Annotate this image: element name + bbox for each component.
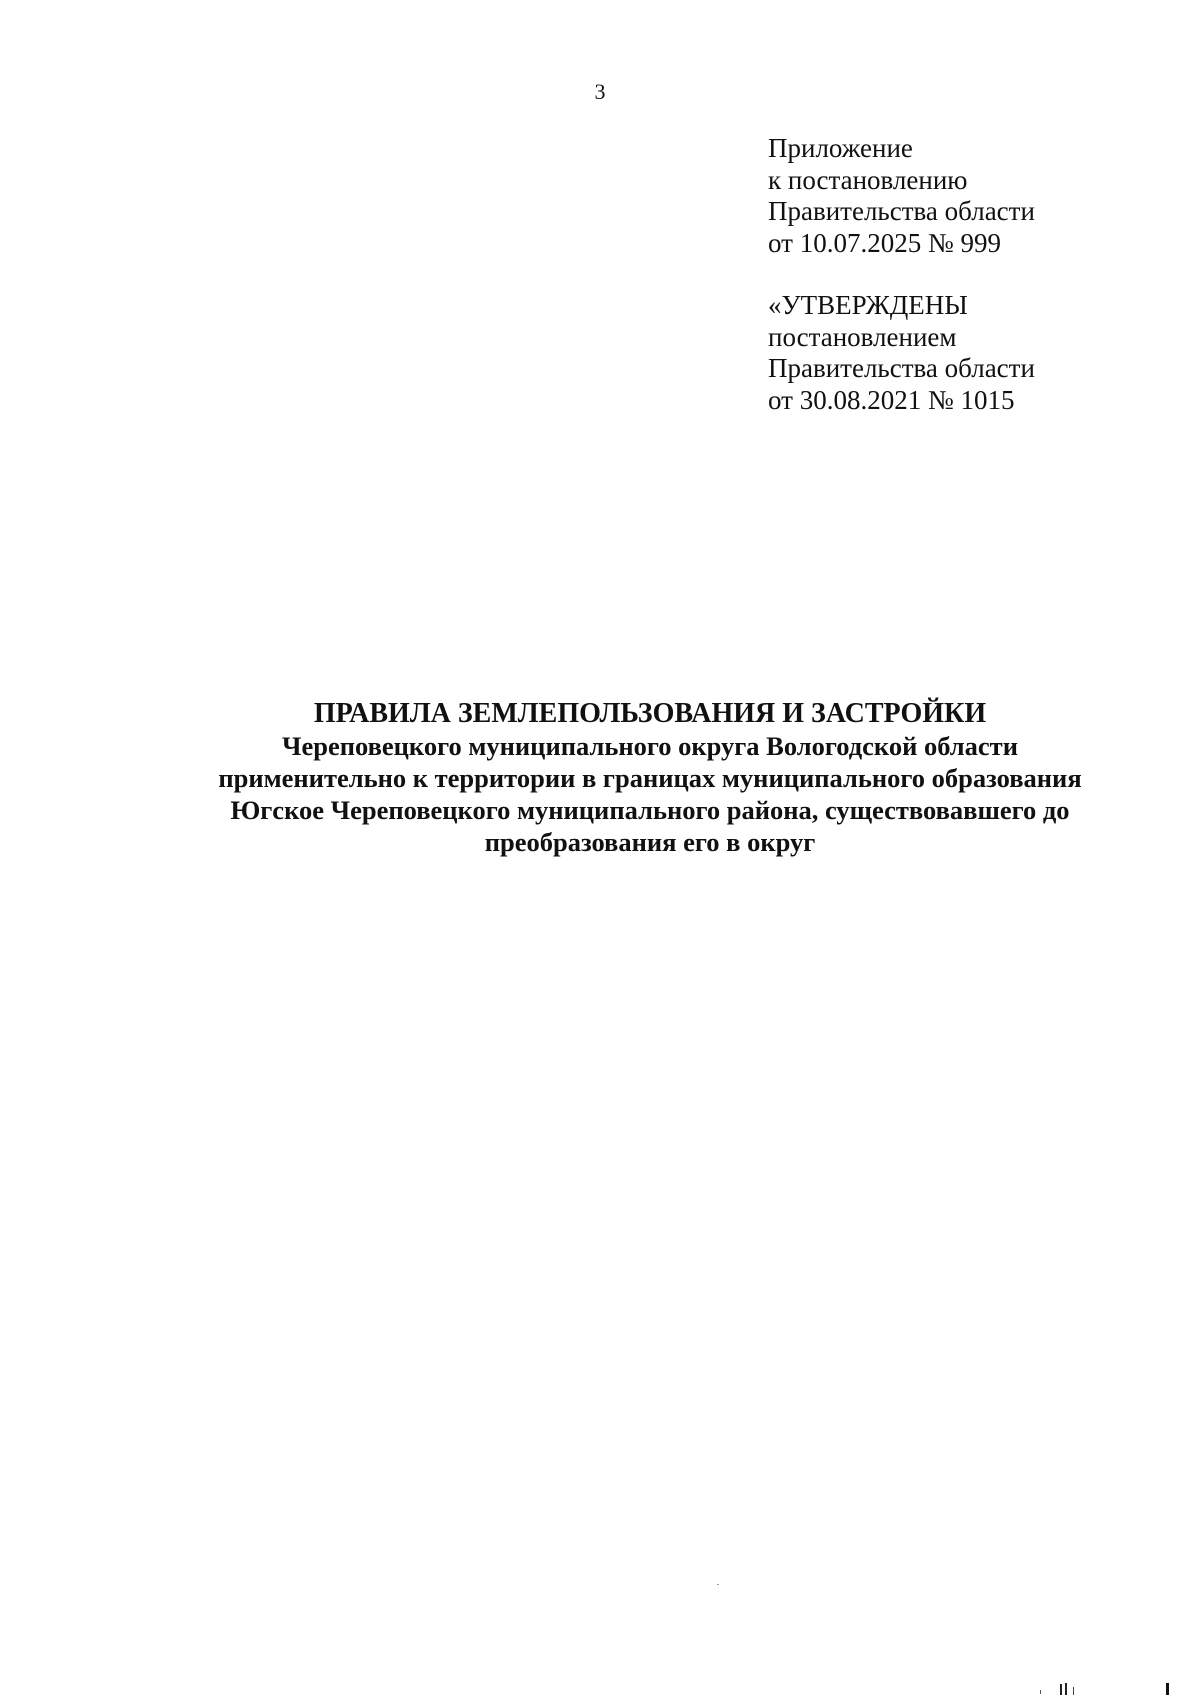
- approval-line: постановлением: [768, 321, 957, 352]
- approval-reference: [768, 290, 1168, 416]
- title-line: Югское Череповецкого муниципального района, существовавшего до: [230, 795, 1070, 825]
- scan-artifact: [717, 1584, 719, 1585]
- approval-line: от 30.08.2021 № 1015: [768, 384, 1015, 415]
- title-heading: ПРАВИЛА ЗЕМЛЕПОЛЬЗОВАНИЯ И ЗАСТРОЙКИ: [313, 698, 987, 729]
- page-number: 3: [594, 79, 606, 104]
- appendix-line: к постановлению: [768, 164, 968, 195]
- document-title: [100, 698, 1200, 858]
- appendix-line: от 10.07.2025 № 999: [768, 227, 1001, 258]
- approval-line: «УТВЕРЖДЕНЫ: [768, 290, 968, 320]
- title-line: Череповецкого муниципального округа Вологодской области: [282, 731, 1018, 761]
- appendix-line: Приложение: [768, 133, 913, 163]
- title-line: преобразования его в округ: [484, 827, 816, 857]
- scan-artifact-marks: [1038, 1681, 1174, 1695]
- appendix-line: Правительства области: [768, 196, 1035, 226]
- approval-line: Правительства области: [768, 353, 1035, 383]
- appendix-reference: [768, 133, 1168, 259]
- title-line: применительно к территории в границах муниципального образования: [218, 763, 1082, 793]
